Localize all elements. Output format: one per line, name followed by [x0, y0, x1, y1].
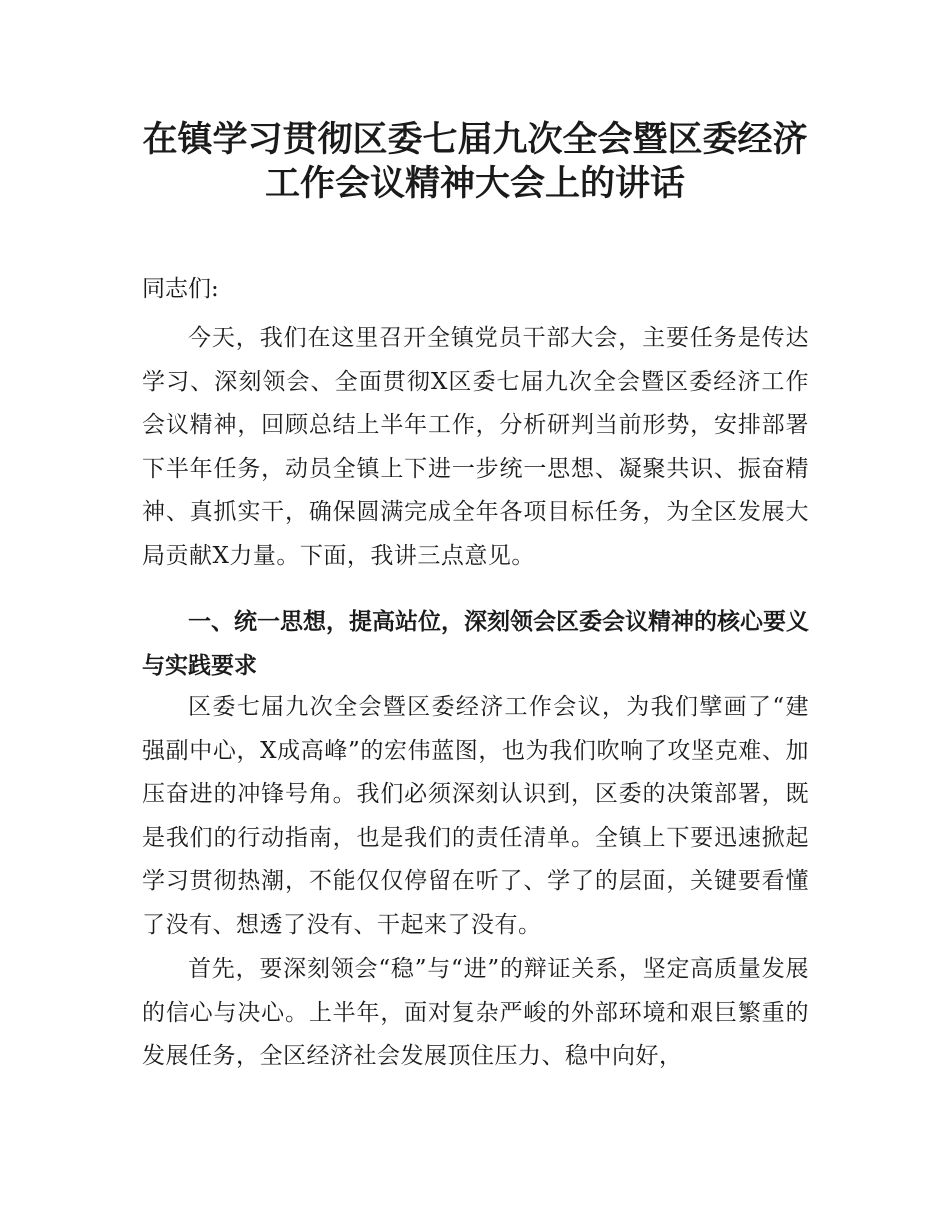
salutation: 同志们:: [142, 276, 219, 302]
document-title-line-2: 工作会议精神大会上的讲话: [264, 163, 685, 204]
section-heading-1: 一、统一思想，提高站位，深刻领会区委会议精神的核心要义与实践要求: [142, 609, 809, 679]
document-title-line-1: 在镇学习贯彻区委七届九次全会暨区委经济: [142, 119, 808, 160]
paragraph-intro: 今天，我们在这里召开全镇党员干部大会，主要任务是传达学习、深刻领会、全面贯彻X区委七届九次全会暨区委经济工作会议精神，回顾总结上半年工作，分析研判当前形势，安排部署下半年任务，动员全镇上下进一步统一思想、凝聚共识、振奋精神、真抓实干，确保圆满完成全年各项目标任务，为全区发展大局贡献X力量。下面，我讲三点意见。: [142, 325, 809, 569]
paragraph-section1-1: 区委七届九次全会暨区委经济工作会议，为我们擘画了“建强副中心，X成高峰”的宏伟蓝图，也为我们吹响了攻坚克难、加压奋进的冲锋号角。我们必须深刻认识到，区委的决策部署，既是我们的行动指南，也是我们的责任清单。全镇上下要迅速掀起学习贯彻热潮，不能仅仅停留在听了、学了的层面，关键要看懂了没有、想透了没有、干起来了没有。: [142, 694, 809, 938]
paragraph-section1-2: 首先，要深刻领会“稳”与“进”的辩证关系，坚定高质量发展的信心与决心。上半年，面对复杂严峻的外部环境和艰巨繁重的发展任务，全区经济社会发展顶住压力、稳中向好，: [142, 956, 809, 1069]
